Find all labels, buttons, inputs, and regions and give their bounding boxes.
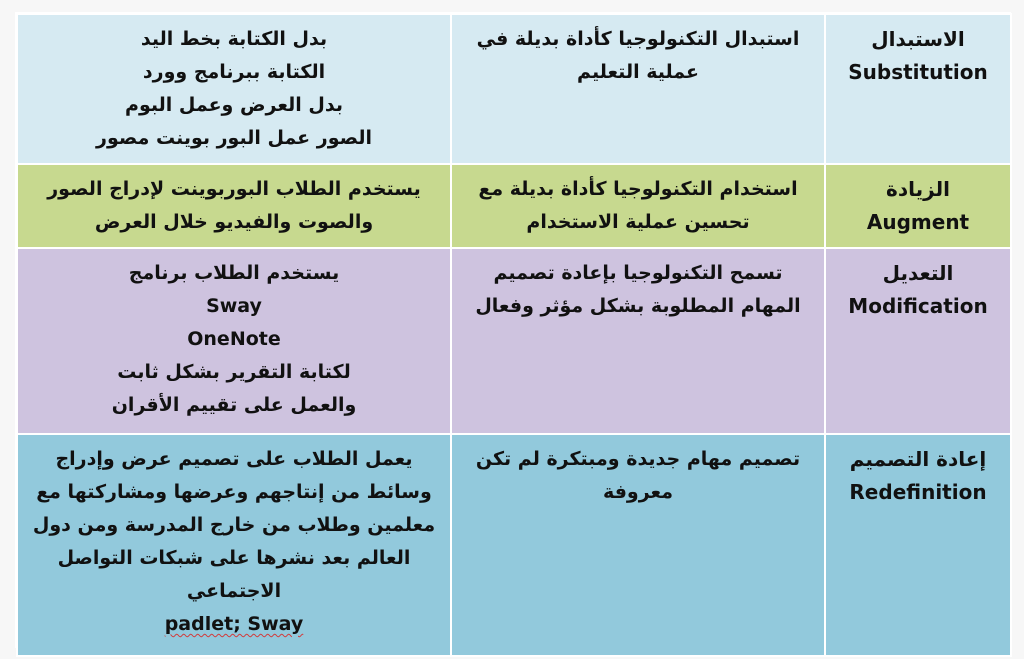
samr-table	[16, 13, 1012, 657]
level-name-english: Redefinition	[849, 480, 987, 504]
level-cell	[825, 164, 1011, 248]
examples-cell	[17, 434, 451, 656]
spellcheck-underlined-text: padlet; Sway	[164, 613, 304, 635]
example-line: يستخدم الطلاب البوربوينت لإدراج الصور والصوت والفيديو خلال العرض	[47, 178, 421, 233]
example-line: لكتابة التقرير بشكل ثابت	[117, 361, 351, 383]
examples-cell	[17, 14, 451, 164]
example-app-names	[30, 608, 438, 641]
example-line: بدل العرض وعمل البوم	[125, 94, 343, 116]
description-cell: استبدال التكنولوجيا كأداة بديلة في عملية التعليم	[451, 14, 825, 164]
example-line: بدل الكتابة بخط اليد	[140, 28, 328, 50]
examples-cell	[17, 164, 451, 248]
example-app-name: OneNote	[187, 328, 281, 350]
level-cell	[825, 14, 1011, 164]
samr-slide	[15, 12, 1011, 648]
table-row-augment	[17, 164, 1011, 248]
description-cell: تصميم مهام جديدة ومبتكرة لم تكن معروفة	[451, 434, 825, 656]
table-row-modification	[17, 248, 1011, 434]
level-name-arabic: الاستبدال	[871, 27, 965, 51]
level-name-english: Augment	[866, 210, 970, 234]
level-cell	[825, 248, 1011, 434]
table-row-redefinition	[17, 434, 1011, 656]
description-cell: استخدام التكنولوجيا كأداة بديلة مع تحسين عملية الاستخدام	[451, 164, 825, 248]
level-name-english: Modification	[848, 294, 988, 318]
example-line: الكتابة ببرنامج وورد	[142, 61, 326, 83]
example-line: يستخدم الطلاب برنامج	[128, 262, 340, 284]
level-name-english: Substitution	[848, 60, 988, 84]
example-line: والعمل على تقييم الأقران	[111, 394, 357, 416]
table-row-substitution	[17, 14, 1011, 164]
level-cell	[825, 434, 1011, 656]
example-app-name: Sway	[206, 295, 262, 317]
level-name-arabic: الزيادة	[886, 177, 950, 201]
level-name-arabic: التعديل	[882, 261, 954, 285]
example-line: الصور عمل البور بوينت مصور	[96, 127, 372, 149]
example-paragraph: يعمل الطلاب على تصميم عرض وإدراج وسائط من إنتاجهم وعرضها ومشاركتها مع معلمين وطلاب من خارج المدرسة ومن دول العالم بعد نشرها على شبكات التواصل الاجتماعي	[32, 448, 436, 602]
examples-cell	[17, 248, 451, 434]
description-cell: تسمح التكنولوجيا بإعادة تصميم المهام المطلوبة بشكل مؤثر وفعال	[451, 248, 825, 434]
level-name-arabic: إعادة التصميم	[849, 447, 987, 471]
